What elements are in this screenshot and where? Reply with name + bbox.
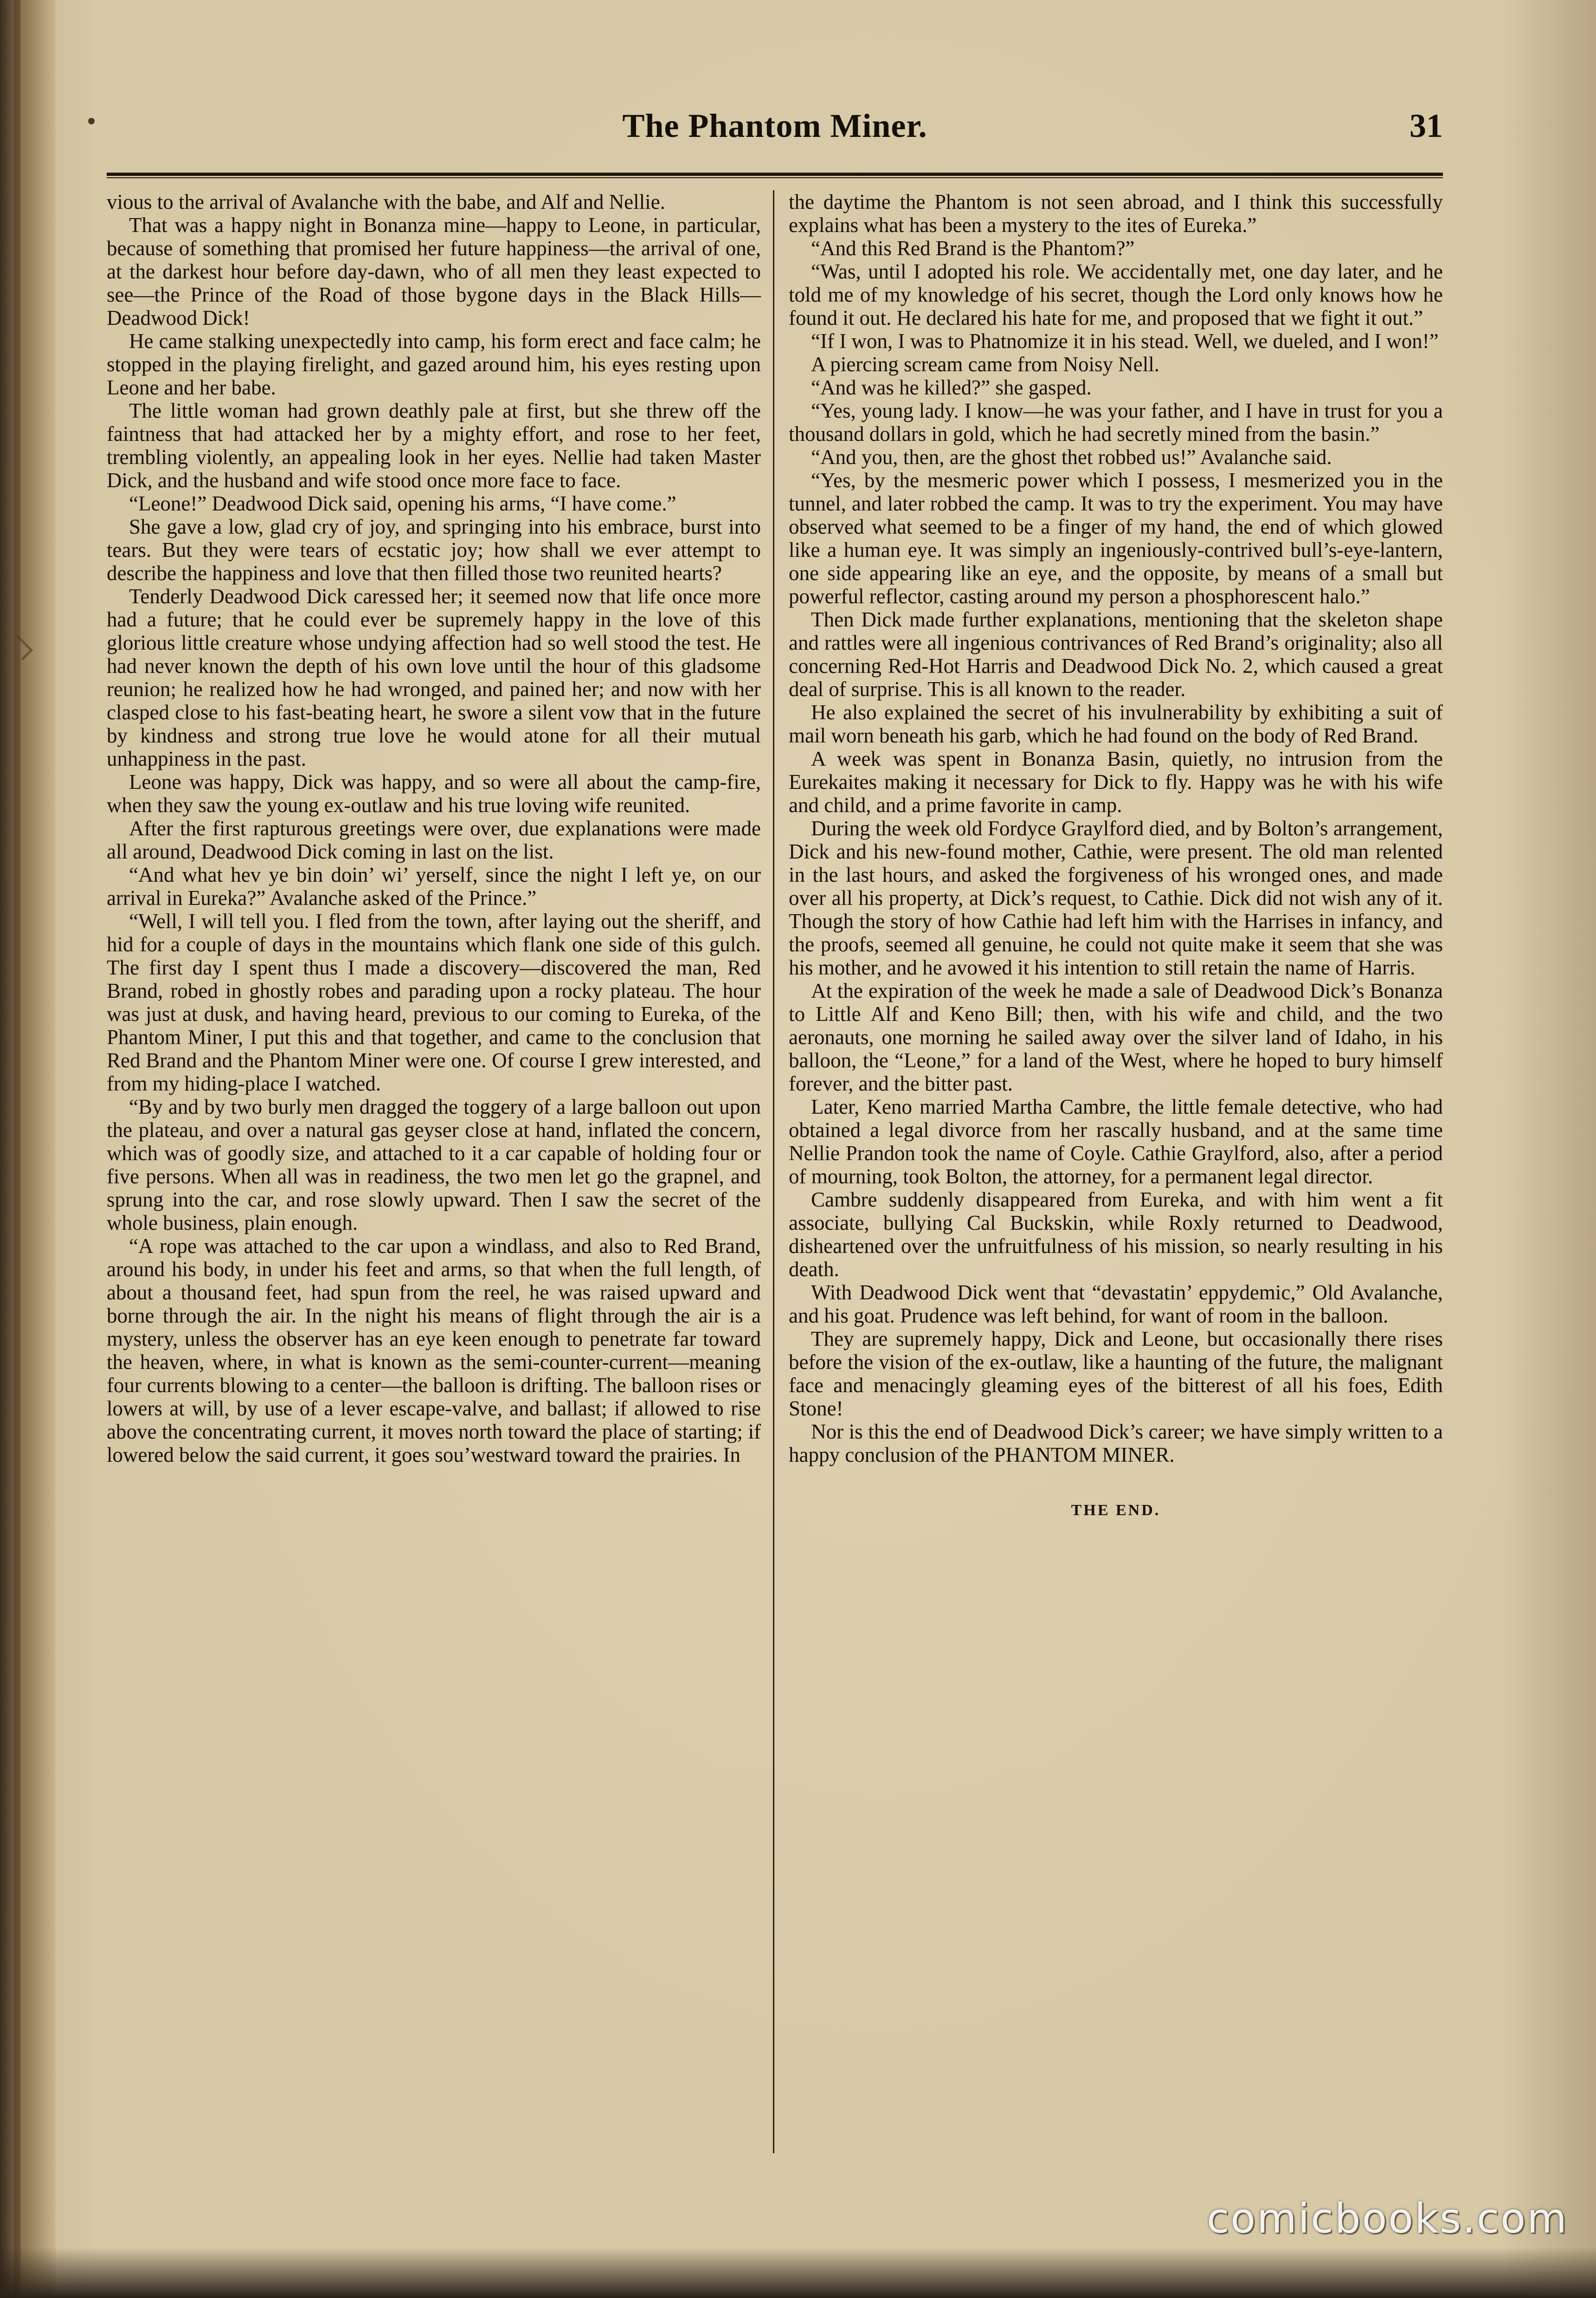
paragraph: “Well, I will tell you. I fled from the town, after laying out the sheriff, and hid for a couple of days in the mountains which flank one side of this gulch. The first day I spent thus I made a discovery—discovered the man, Red Brand, robed in ghostly robes and parading upon a rocky plateau. The hour was just at dusk, and having heard, previous to our coming to Eureka, of the Phantom Miner, I put this and that together, and came to the conclusion that Red Brand and the Phantom Miner were one. Of course I grew interested, and from my hiding-place I watched. — [107, 910, 761, 1095]
paragraph: He also explained the secret of his invulnerability by exhibiting a suit of mail worn beneath his garb, which he had found on the body of Red Brand. — [789, 701, 1443, 747]
paragraph: A week was spent in Bonanza Basin, quietly, no intrusion from the Eurekaites making it necessary for Dick to fly. Happy was he with his wife and child, and a prime favorite in camp. — [789, 747, 1443, 817]
paragraph: After the first rapturous greetings were over, due explanations were made all around, Deadwood Dick coming in last on the list. — [107, 817, 761, 863]
paragraph: “Was, until I adopted his role. We accidentally met, one day later, and he told me of my knowledge of his secret, though the Lord only knows how he found it out. He declared his hate for me, and proposed that we fight it out.” — [789, 260, 1443, 329]
paragraph: “Yes, young lady. I know—he was your father, and I have in trust for you a thousand dollars in gold, which he had secretly mined from the basin.” — [789, 399, 1443, 445]
paragraph: During the week old Fordyce Graylford died, and by Bolton’s arrangement, Dick and his new-found mother, Cathie, were present. The old man relented in the last hours, and asked the forgiveness of his wronged ones, and made over all his property, at Dick’s request, to Cathie. Dick did not wish any of it. Though the story of how Cathie had left him with the Harrises in infancy, and the proofs, seemed all genuine, he could not quite make it seem that she was his mother, and he avowed it his intention to still retain the name of Harris. — [789, 817, 1443, 979]
paragraph: At the expiration of the week he made a sale of Deadwood Dick’s Bonanza to Little Alf and Keno Bill; then, with his wife and child, and the two aeronauts, one morning he sailed away over the silver land of Idaho, in his balloon, the “Leone,” for a land of the West, where he hoped to bury himself forever, and the bitter past. — [789, 979, 1443, 1095]
paragraph: “And you, then, are the ghost thet robbed us!” Avalanche said. — [811, 445, 1332, 469]
book-binding — [0, 0, 56, 2298]
left-column — [107, 190, 761, 1466]
paragraph: Nor is this the end of Deadwood Dick’s career; we have simply written to a happy conclusion of the PHANTOM MINER. — [789, 1420, 1443, 1466]
paragraph: Tenderly Deadwood Dick caressed her; it seemed now that life once more had a future; that he could ever be supremely happy in the love of this glorious little creature whose undying affection had so well stood the test. He had never known the depth of his own love until the hour of this gladsome reunion; he realized how he had wronged, and pained her; and now with her clasped close to his fast-beating heart, he swore a silent vow that in the future by kindness and strong true love he would atone for all their mutual unhappiness in the past. — [107, 585, 761, 770]
paragraph: Cambre suddenly disappeared from Eureka, and with him went a fit associate, bullying Cal Buckskin, while Roxly returned to Deadwood, disheartened over the unfruitfulness of his mission, so nearly resulting in his death. — [789, 1188, 1443, 1281]
the-end-label: THE END. — [1071, 1502, 1161, 1519]
paragraph: Later, Keno married Martha Cambre, the little female detective, who had obtained a legal divorce from her rascally husband, and at the same time Nellie Prandon took the name of Coyle. Cathie Graylford, also, after a period of mourning, took Bolton, the attorney, for a permanent legal director. — [789, 1095, 1443, 1188]
paragraph: “And what hev ye bin doin’ wi’ yerself, since the night I left ye, on our arrival in Eureka?” Avalanche asked of the Prince.” — [107, 863, 761, 910]
column-divider — [773, 190, 774, 2153]
running-title: The Phantom Miner. — [622, 107, 927, 144]
page-bottom-edge — [0, 2247, 1596, 2298]
paragraph: Leone was happy, Dick was happy, and so were all about the camp-fire, when they saw the young ex-outlaw and his true loving wife reunited. — [107, 770, 761, 817]
page-number: 31 — [1409, 107, 1443, 144]
paragraph: The little woman had grown deathly pale at first, but she threw off the faintness that had attacked her by a mighty effort, and rose to her feet, trembling violently, an appealing look in her eyes. Nellie had taken Master Dick, and the husband and wife stood once more face to face. — [107, 399, 761, 492]
paragraph: Then Dick made further explanations, mentioning that the skeleton shape and rattles were all ingenious contrivances of Red Brand’s originality; also all concerning Red-Hot Harris and Deadwood Dick No. 2, which caused a great deal of surprise. This is all known to the reader. — [789, 608, 1443, 701]
watermark: comicbooks.com — [1206, 2195, 1568, 2242]
paragraph: That was a happy night in Bonanza mine—happy to Leone, in particular, because of something that promised her future happiness—the arrival of one, at the darkest hour before day-dawn, who of all men they least expected to see—the Prince of the Road of those bygone days in the Black Hills—Deadwood Dick! — [107, 213, 761, 329]
paragraph: “If I won, I was to Phatnomize it in his stead. Well, we dueled, and I won!” — [811, 329, 1439, 353]
paragraph: “A rope was attached to the car upon a windlass, and also to Red Brand, around his body, in under his feet and arms, so that when the full length, of about a thousand feet, had spun from the reel, he was raised upward and borne through the air. In the night his means of flight through the air is a mystery, unless the observer has an eye keen enough to penetrate far toward the heaven, where, in what is known as the semi-counter-current—meaning four currents blowing to a center—the balloon is drifting. The balloon rises or lowers at will, by use of a lever escape-valve, and ballast; if allowed to rise above the concentrating current, it moves north toward the place of starting; if lowered below the said current, it goes sou’westward toward the prairies. In — [107, 1234, 761, 1466]
paragraph: A piercing scream came from Noisy Nell. — [811, 353, 1160, 376]
paragraph: “Leone!” Deadwood Dick said, opening his arms, “I have come.” — [129, 492, 676, 515]
paragraph: “And was he killed?” she gasped. — [811, 376, 1092, 399]
paragraph: “By and by two burly men dragged the toggery of a large balloon out upon the plateau, and over a natural gas geyser close at hand, inflated the concern, which was of goodly size, and attached to it a car capable of holding four or five persons. When all was in readiness, the two men let go the grapnel, and sprung into the car, and rose slowly upward. Then I saw the secret of the whole business, plain enough. — [107, 1095, 761, 1234]
paragraph: He came stalking unexpectedly into camp, his form erect and face calm; he stopped in the playing firelight, and gazed around him, his eyes resting upon Leone and her babe. — [107, 329, 761, 399]
ink-dot — [88, 118, 95, 124]
binding-stitch-icon — [7, 635, 33, 660]
right-column — [789, 190, 1443, 1522]
paragraph: “Yes, by the mesmeric power which I possess, I mesmerized you in the tunnel, and later robbed the camp. It was to try the experiment. You may have observed what seemed to be a finger of my hand, the end of which glowed like a human eye. It was simply an ingeniously-contrived bull’s-eye-lantern, one side appearing like an eye, and the opposite, by means of a small but powerful reflector, casting around my person a phosphorescent halo.” — [789, 469, 1443, 608]
paragraph: She gave a low, glad cry of joy, and springing into his embrace, burst into tears. But they were tears of ecstatic joy; how shall we ever attempt to describe the happiness and love that then filled those two reunited hearts? — [107, 515, 761, 585]
paragraph: “And this Red Brand is the Phantom?” — [811, 237, 1135, 260]
paragraph: They are supremely happy, Dick and Leone, but occasionally there rises before the vision of the ex-outlaw, like a haunting of the future, the malignant face and menacingly gleaming eyes of the bitterest of all his foes, Edith Stone! — [789, 1327, 1443, 1420]
header-rule — [107, 173, 1443, 178]
running-header — [107, 107, 1443, 162]
paragraph: With Deadwood Dick went that “devastatin’ eppydemic,” Old Avalanche, and his goat. Prudence was left behind, for want of room in the balloon. — [789, 1281, 1443, 1327]
paragraph: vious to the arrival of Avalanche with the babe, and Alf and Nellie. — [107, 190, 665, 213]
paragraph: the daytime the Phantom is not seen abroad, and I think this successfully explains what has been a mystery to the ites of Eureka.” — [789, 190, 1443, 237]
